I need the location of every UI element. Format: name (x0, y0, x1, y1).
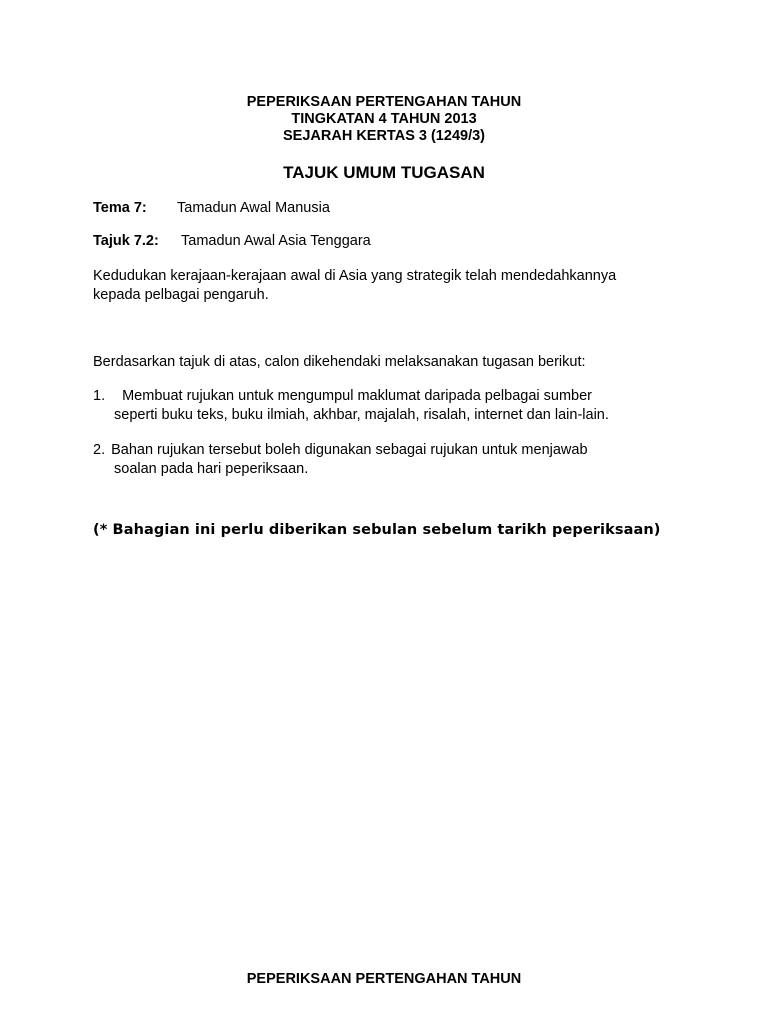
tajuk-row (93, 232, 159, 250)
exam-title-line1: PEPERIKSAAN PERTENGAHAN TAHUN (246, 94, 522, 110)
instruction-line: Berdasarkan tajuk di atas, calon dikehendaki melaksanakan tugasan berikut: (93, 354, 586, 370)
tajuk-label: Tajuk 7.2: (93, 233, 159, 249)
list-item (93, 387, 693, 424)
list-item-text: Bahan rujukan tersebut boleh digunakan sebagai rujukan untuk menjawab (111, 442, 588, 458)
note-text: (* Bahagian ini perlu diberikan sebulan sebelum tarikh peperiksaan) (93, 522, 661, 538)
list-item (93, 441, 693, 478)
page-heading: TAJUK UMUM TUGASAN (283, 163, 485, 182)
list-item-text: seperti buku teks, buku ilmiah, akhbar, majalah, risalah, internet dan lain-lain. (114, 406, 609, 423)
intro-paragraph (93, 267, 693, 305)
exam-title-line2: TINGKATAN 4 TAHUN 2013 (291, 111, 477, 127)
list-item-number: 2. (93, 442, 106, 458)
list-item-text: soalan pada hari peperiksaan. (114, 460, 309, 477)
list-item-text: Membuat rujukan untuk mengumpul maklumat daripada pelbagai sumber (122, 388, 592, 404)
list-item-number: 1. (93, 388, 106, 404)
tema-value-row (177, 199, 330, 217)
tema-label: Tema 7: (93, 200, 147, 216)
instruction-text (93, 353, 693, 372)
tajuk-value-row (181, 232, 371, 250)
intro-line: Kedudukan kerajaan-kerajaan awal di Asia yang strategik telah mendedahkannya (93, 268, 617, 284)
footer-title: PEPERIKSAAN PERTENGAHAN TAHUN (246, 971, 522, 987)
intro-line: kepada pelbagai pengaruh. (93, 287, 269, 303)
tajuk-value: Tamadun Awal Asia Tenggara (181, 233, 371, 249)
tema-row (93, 199, 147, 217)
exam-title-line3: SEJARAH KERTAS 3 (1249/3) (283, 128, 485, 144)
tema-value: Tamadun Awal Manusia (177, 200, 330, 216)
